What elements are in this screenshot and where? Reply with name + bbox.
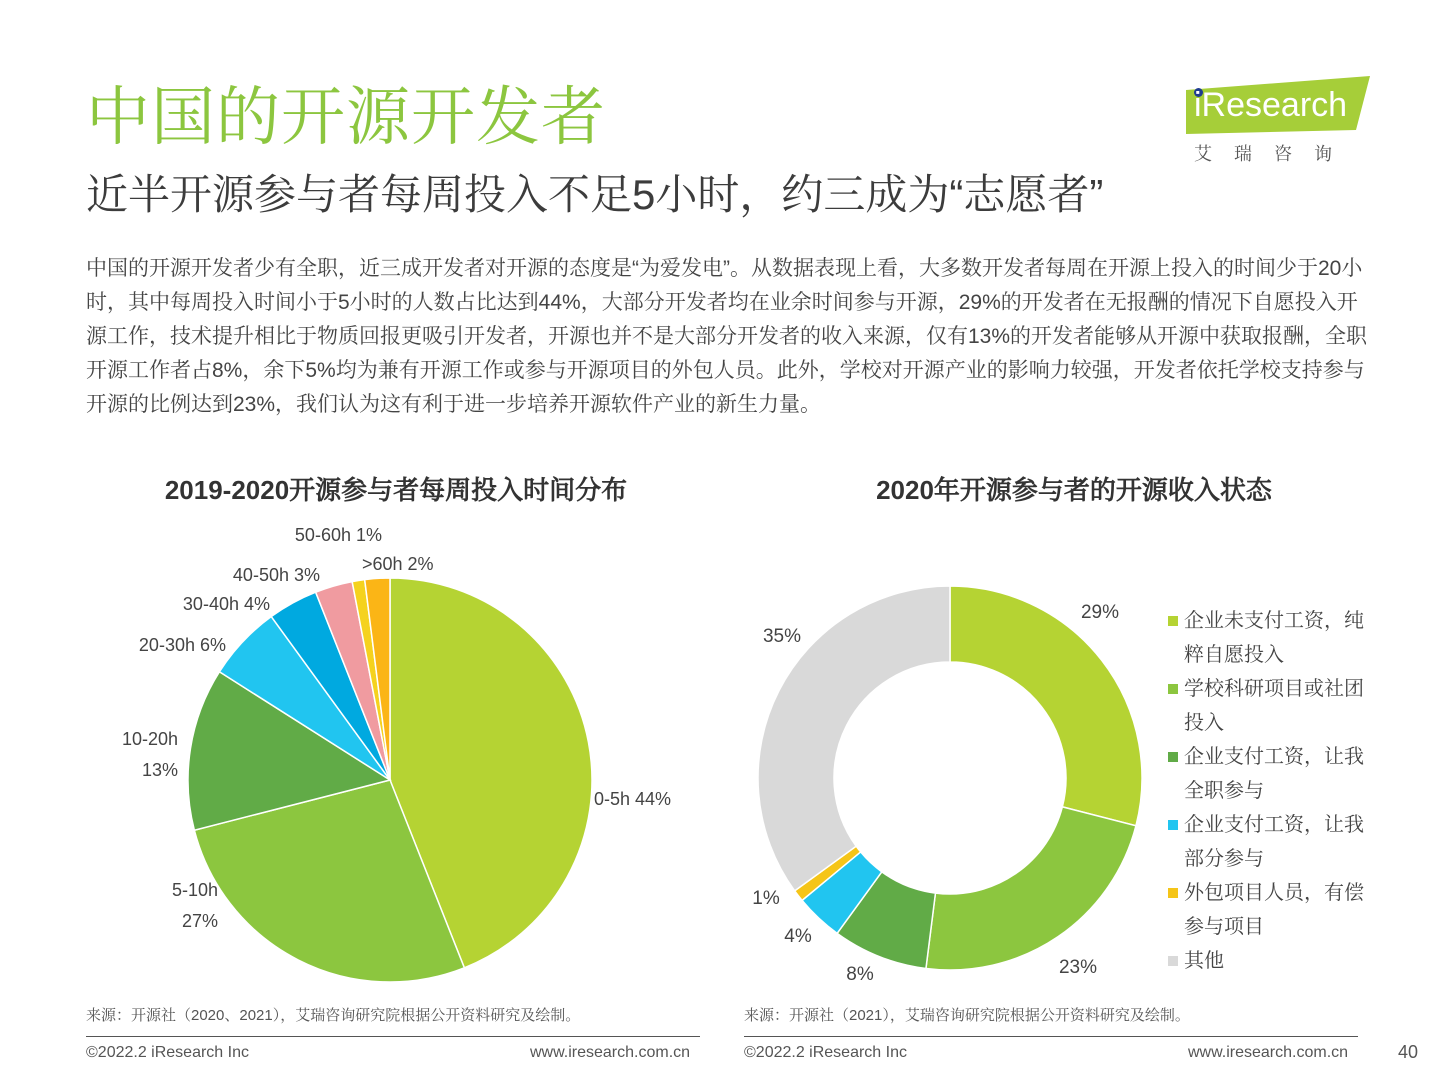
legend-swatch-3 xyxy=(1168,820,1178,830)
page-subtitle: 近半开源参与者每周投入不足5小时，约三成为“志愿者” xyxy=(86,171,1104,218)
footer-copyright-right: ©2022.2 iResearch Inc xyxy=(744,1044,907,1061)
legend-label-4: 外包项目人员，有偿参与项目 xyxy=(1184,882,1364,938)
legend-label-1: 学校科研项目或社团投入 xyxy=(1184,678,1364,734)
pie-label-4: 30-40h 4% xyxy=(182,594,270,614)
donut-label-2: 8% xyxy=(846,964,874,985)
legend-item-3 xyxy=(1168,808,1368,876)
pie-label-2: 10-20h 13% xyxy=(121,729,178,780)
legend-swatch-2 xyxy=(1168,752,1178,762)
footer-copyright-left: ©2022.2 iResearch Inc xyxy=(86,1044,249,1061)
donut-legend xyxy=(1168,604,1368,978)
legend-item-1 xyxy=(1168,672,1368,740)
page-title: 中国的开源开发者 xyxy=(86,81,606,153)
legend-swatch-4 xyxy=(1168,888,1178,898)
legend-item-2 xyxy=(1168,740,1368,808)
source-note-right: 来源：开源社（2021），艾瑞咨询研究院根据公开资料研究及绘制。 xyxy=(744,1007,1190,1024)
donut-slice-1 xyxy=(926,807,1136,970)
donut-label-4: 1% xyxy=(752,888,780,909)
legend-swatch-5 xyxy=(1168,956,1178,966)
legend-swatch-0 xyxy=(1168,616,1178,626)
legend-label-3: 企业支付工资，让我部分参与 xyxy=(1184,814,1364,870)
footer-website-right: www.iresearch.com.cn xyxy=(1188,1044,1349,1061)
pie-chart-title: 2019-2020开源参与者每周投入时间分布 xyxy=(164,475,628,505)
pie-label-6: 50-60h 1% xyxy=(294,525,382,545)
body-paragraph: 中国的开源开发者少有全职，近三成开发者对开源的态度是“为爱发电”。从数据表现上看，大多数开发者每周在开源上投入的时间少于20小时，其中每周投入时间小于5小时的人数占比达到44%，大部分开发者均在业余时间参与开源，29%的开发者在无报酬的情况下自愿投入开源工作，技术提升相比于物质回报更吸引开发者，开源也并不是大部分开发者的收入来源，仅有13%的开发者能够从开源中获取报酬，全职开源工作者占8%，余下5%均为兼有开源工作或参与开源项目的外包人员。此外，学校对开源产业的影响力较强，开发者依托学校支持参与开源的比例达到23%，我们认为这有利于进一步培养开源软件产业的新生力量。 xyxy=(86,257,1368,416)
pie-label-5: 40-50h 3% xyxy=(232,565,320,585)
legend-label-5: 其他 xyxy=(1184,950,1224,972)
legend-swatch-1 xyxy=(1168,684,1178,694)
donut-label-1: 23% xyxy=(1058,957,1098,978)
source-note-left: 来源：开源社（2020、2021），艾瑞咨询研究院根据公开资料研究及绘制。 xyxy=(86,1007,581,1024)
page-number: 40 xyxy=(1398,1042,1419,1062)
footer-divider-right xyxy=(744,1036,1358,1037)
logo-chinese-text: 艾瑞咨询 xyxy=(1194,144,1354,164)
donut-chart-title: 2020年开源参与者的开源收入状态 xyxy=(876,475,1272,505)
logo-brand-text: iResearch xyxy=(1194,86,1348,124)
donut-label-0: 29% xyxy=(1080,602,1120,623)
legend-item-5 xyxy=(1168,944,1368,978)
pie-label-7: >60h 2% xyxy=(362,554,434,574)
donut-label-3: 4% xyxy=(784,926,812,947)
legend-label-2: 企业支付工资，让我全职参与 xyxy=(1184,746,1364,802)
weekly-time-pie-chart xyxy=(0,520,700,1000)
income-status-donut-chart xyxy=(740,520,1160,1000)
legend-item-0 xyxy=(1168,604,1368,672)
legend-item-4 xyxy=(1168,876,1368,944)
iresearch-logo xyxy=(1186,76,1370,166)
donut-label-5: 35% xyxy=(762,626,802,647)
pie-label-1: 5-10h 27% xyxy=(171,880,218,931)
footer-divider-left xyxy=(86,1036,700,1037)
legend-label-0: 企业未支付工资，纯粹自愿投入 xyxy=(1184,610,1364,666)
pie-label-3: 20-30h 6% xyxy=(138,635,226,655)
pie-label-0: 0-5h 44% xyxy=(594,789,672,809)
footer-website-left: www.iresearch.com.cn xyxy=(530,1044,691,1061)
